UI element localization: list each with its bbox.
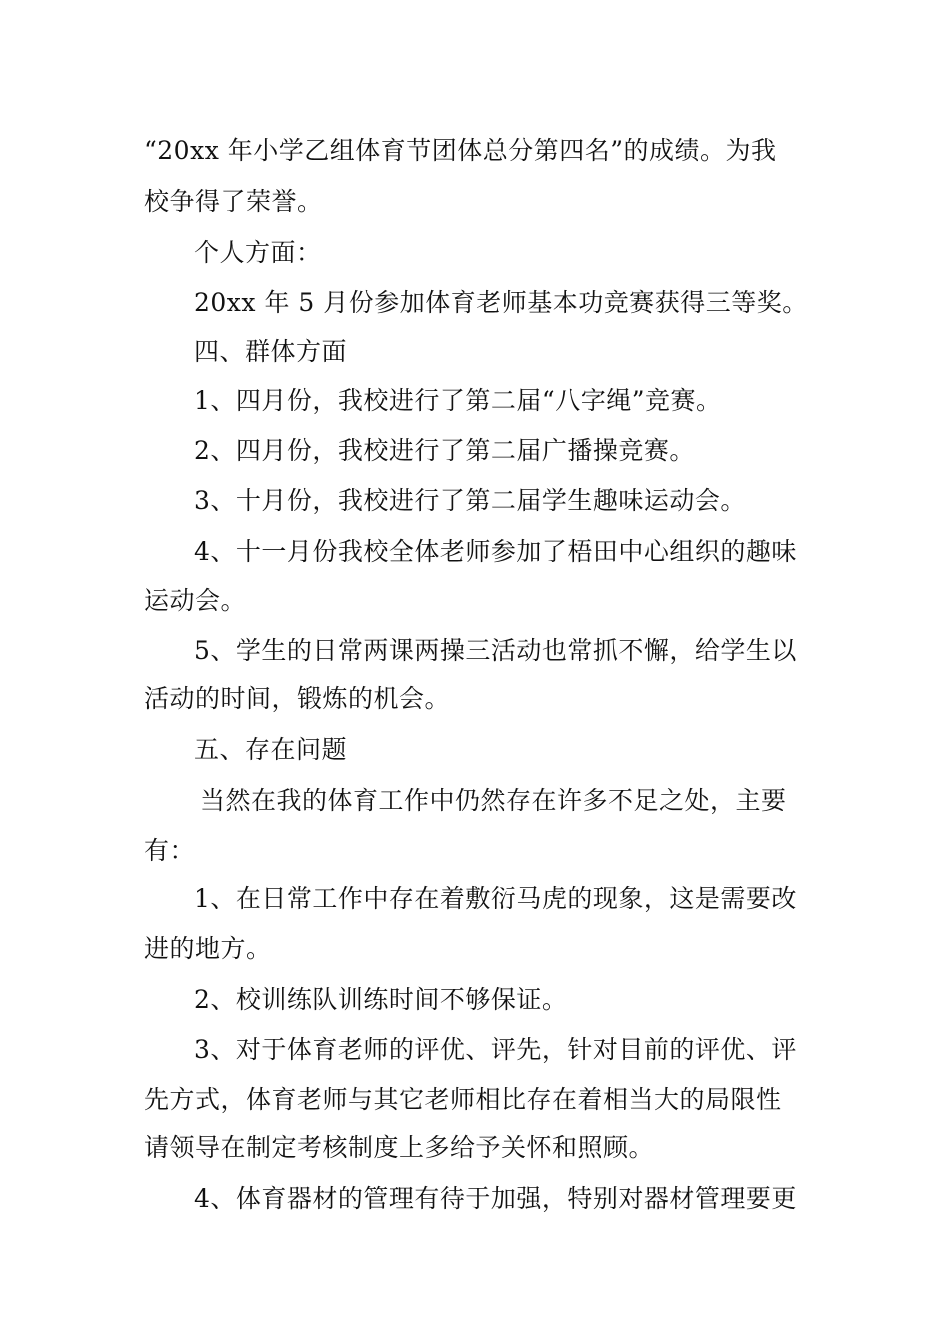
list-item-continued: 进的地方。 xyxy=(144,934,272,963)
text-line: 校争得了荣誉。 xyxy=(144,187,323,216)
list-item-continued: 请领导在制定考核制度上多给予关怀和照顾。 xyxy=(144,1133,655,1162)
section-heading: 五、存在问题 xyxy=(194,735,348,764)
list-item: 3、对于体育老师的评优、评先，针对目前的评优、评 xyxy=(194,1035,797,1064)
list-item: 3、十月份，我校进行了第二届学生趣味运动会。 xyxy=(194,486,746,515)
text-line: 个人方面： xyxy=(194,238,322,267)
list-item: 5、学生的日常两课两操三活动也常抓不懈，给学生以 xyxy=(194,636,797,665)
list-item-continued: 运动会。 xyxy=(144,586,247,615)
list-item: 4、体育器材的管理有待于加强，特别对器材管理要更 xyxy=(194,1184,797,1213)
section-heading: 四、群体方面 xyxy=(194,337,348,366)
list-item: 2、校训练队训练时间不够保证。 xyxy=(194,985,568,1014)
list-item-continued: 活动的时间，锻炼的机会。 xyxy=(144,684,451,713)
list-item-continued: 先方式，体育老师与其它老师相比存在着相当大的局限性 xyxy=(144,1085,782,1114)
text-line: “20xx 年小学乙组体育节团体总分第四名”的成绩。为我 xyxy=(144,136,777,165)
list-item: 1、在日常工作中存在着敷衍马虎的现象，这是需要改 xyxy=(194,884,797,913)
text-line: 20xx 年 5 月份参加体育老师基本功竞赛获得三等奖。 xyxy=(194,288,808,317)
list-item: 1、四月份，我校进行了第二届“八字绳”竞赛。 xyxy=(194,386,722,415)
text-line: 有： xyxy=(144,836,196,865)
list-item: 2、四月份，我校进行了第二届广播操竞赛。 xyxy=(194,436,695,465)
list-item: 4、十一月份我校全体老师参加了梧田中心组织的趣味 xyxy=(194,537,797,566)
text-line: 当然在我的体育工作中仍然存在许多不足之处，主要 xyxy=(200,786,787,815)
